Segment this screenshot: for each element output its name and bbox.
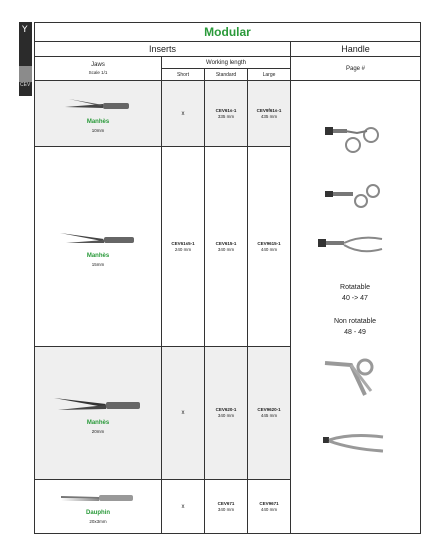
col-short: Short bbox=[162, 69, 205, 81]
insert-name: Manhès bbox=[86, 420, 110, 427]
short-cell: x bbox=[162, 81, 205, 147]
non-rotatable-pages: 48 - 49 bbox=[344, 329, 366, 336]
table-row bbox=[35, 81, 421, 147]
inserts-header: Inserts bbox=[35, 42, 291, 57]
insert-size: 10mm bbox=[91, 127, 105, 133]
ref-length: 340 mm bbox=[217, 506, 235, 512]
forceps-jaw-icon bbox=[58, 227, 138, 249]
handle-image-2-icon bbox=[323, 181, 383, 209]
ref-length: 335 mm bbox=[217, 113, 235, 119]
insert-cell bbox=[35, 347, 162, 480]
ref-length: 435 mm bbox=[260, 113, 278, 119]
jaws-label: Jaws bbox=[91, 61, 105, 68]
handle-image-1-icon bbox=[323, 121, 383, 157]
ref-code: CEV9671 bbox=[259, 500, 279, 506]
short-cell: x bbox=[162, 480, 205, 534]
insert-size: 20x3mm bbox=[89, 518, 107, 524]
col-large: Large bbox=[248, 69, 291, 81]
insert-name: Dauphin bbox=[86, 509, 110, 516]
short-cell: x bbox=[162, 347, 205, 480]
insert-size: 15mm bbox=[91, 261, 105, 267]
handle-image-3-icon bbox=[316, 231, 386, 263]
ref-code: CEV9620-1 bbox=[257, 407, 281, 413]
ref-length: 440 mm bbox=[260, 506, 278, 512]
handle-cell bbox=[291, 81, 421, 534]
ref-length: 440 mm bbox=[260, 246, 278, 252]
insert-cell bbox=[35, 480, 162, 534]
ref-code: CEV61s-1 bbox=[215, 107, 237, 113]
insert-size: 20mm bbox=[91, 429, 105, 435]
ref-code: CEV615-1 bbox=[215, 240, 237, 246]
rotatable-label: Rotatable bbox=[340, 284, 370, 291]
standard-cell bbox=[205, 81, 248, 147]
scale-label: Scale 1/1 bbox=[88, 69, 108, 75]
page-tab bbox=[19, 22, 32, 96]
jaws-header bbox=[35, 57, 162, 81]
forceps-jaw-icon bbox=[59, 490, 137, 506]
handle-image-5-icon bbox=[321, 427, 387, 461]
large-cell bbox=[248, 480, 291, 534]
short-cell bbox=[162, 147, 205, 347]
handle-image-4-icon bbox=[321, 355, 383, 401]
insert-cell bbox=[35, 147, 162, 347]
forceps-jaw-icon bbox=[63, 95, 133, 115]
ref-code: CEV61s5-1 bbox=[171, 240, 195, 246]
rotatable-pages: 40 -> 47 bbox=[342, 295, 368, 302]
ref-length: 240 mm bbox=[174, 246, 192, 252]
ref-length: 445 mm bbox=[260, 413, 278, 419]
non-rotatable-label: Non rotatable bbox=[333, 318, 377, 325]
table-title: Modular bbox=[35, 23, 421, 42]
tab-code: CEV bbox=[20, 82, 31, 88]
working-length-header: Working length bbox=[162, 57, 291, 69]
insert-cell bbox=[35, 81, 162, 147]
large-cell bbox=[248, 147, 291, 347]
large-cell bbox=[248, 347, 291, 480]
product-table bbox=[34, 22, 421, 534]
ref-code: CEV671 bbox=[217, 500, 235, 506]
handle-header: Handle bbox=[291, 42, 421, 57]
ref-code: CEV620-1 bbox=[215, 407, 237, 413]
insert-name: Manhès bbox=[86, 118, 110, 125]
insert-name: Manhès bbox=[86, 252, 110, 259]
standard-cell bbox=[205, 347, 248, 480]
large-cell bbox=[248, 81, 291, 147]
tab-divider bbox=[19, 66, 32, 82]
page-header: Page # bbox=[291, 57, 421, 81]
ref-code: CEV9615-1 bbox=[257, 240, 281, 246]
ref-length: 340 mm bbox=[217, 413, 235, 419]
ref-length: 340 mm bbox=[217, 246, 235, 252]
ref-code: CEV9f61s-1 bbox=[256, 107, 282, 113]
standard-cell bbox=[205, 480, 248, 534]
col-standard: Standard bbox=[205, 69, 248, 81]
tab-mark: Y bbox=[22, 25, 28, 35]
forceps-jaw-icon bbox=[52, 392, 144, 416]
standard-cell bbox=[205, 147, 248, 347]
